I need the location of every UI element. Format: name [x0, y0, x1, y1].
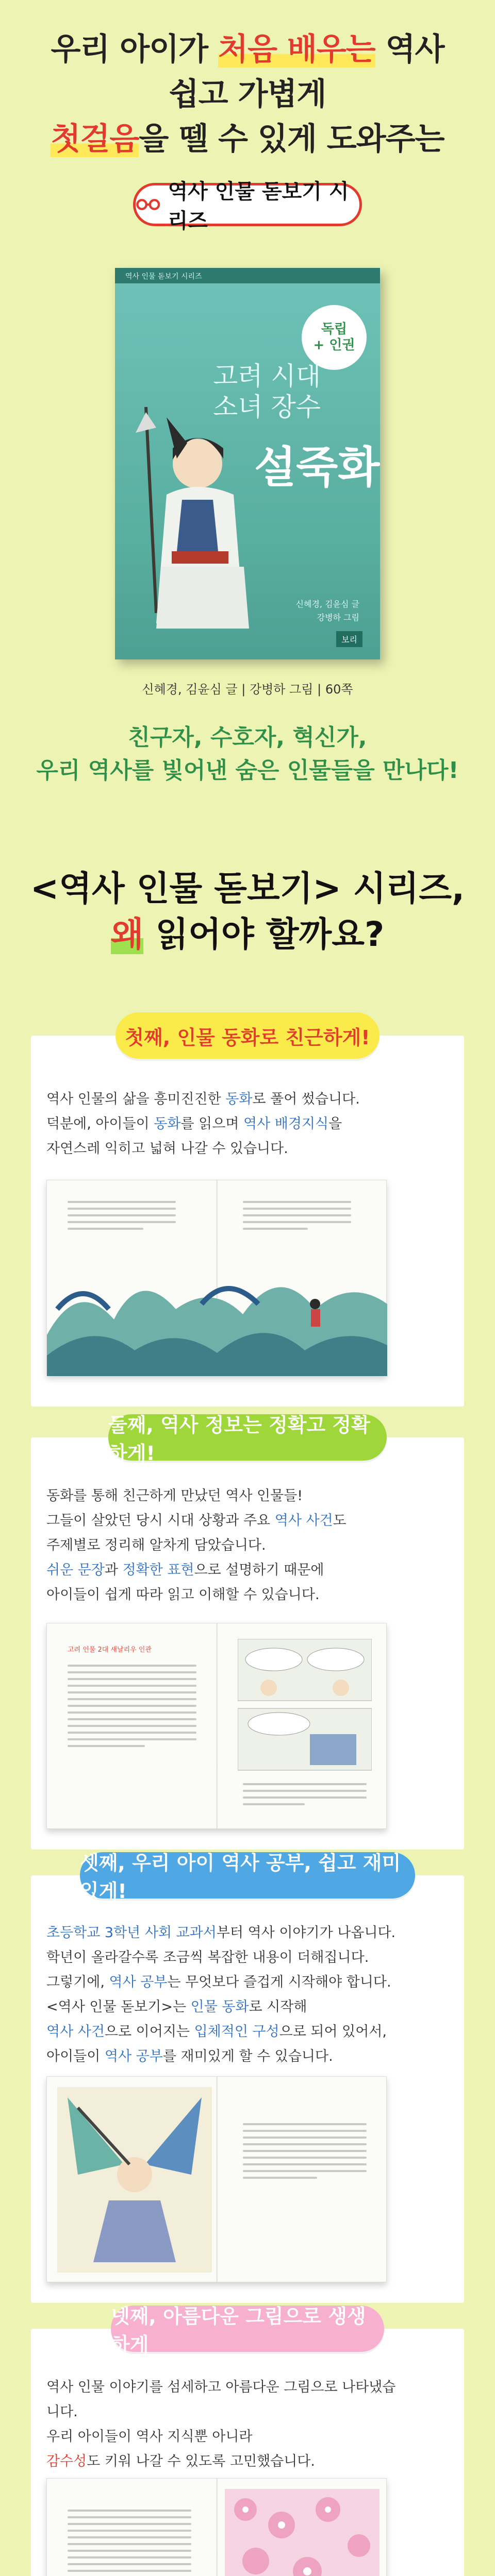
section-body-4: 역사 인물 이야기를 섬세하고 아름다운 그림으로 나타냈습니다. 우리 아이들이 역사 지식뿐 아니라 감수성도 키워 나갈 수 있도록 고민했습니다.	[46, 2379, 396, 2470]
book-cover	[115, 268, 380, 659]
sample-spread-3	[46, 2076, 387, 2282]
flowers-illustration	[225, 2489, 380, 2576]
book-subtitle: 고려 시대 소녀 장수	[213, 361, 321, 422]
sample-spread-4	[46, 2478, 387, 2576]
girl-warrior-illustration	[125, 397, 254, 639]
sample-spread-1	[46, 1180, 387, 1376]
landscape-illustration	[47, 1247, 387, 1376]
section-badge-2: 둘째, 역사 정보는 정확고 정확하게!	[108, 1414, 387, 1461]
fighting-scene-illustration	[57, 2087, 212, 2273]
section-body-1: 역사 인물의 삶을 흥미진진한 동화로 풀어 썼습니다. 덕분에, 아이들이 동화를 읽으며 역사 배경지식을 자연스레 익히고 넓혀 나갈 수 있습니다.	[46, 1091, 360, 1157]
series-pill	[133, 180, 362, 233]
book-authors: 신혜경, 김윤심 글 강병하 그림	[295, 599, 359, 622]
why-question: <역사 인물 돋보기> 시리즈, 왜 읽어야 할까요?	[30, 869, 465, 955]
book-title: 설죽화	[254, 442, 380, 493]
glasses-icon	[136, 197, 161, 212]
sample-spread-2	[46, 1623, 387, 1829]
section-body-2: 동화를 통해 친근하게 만났던 역사 인물들! 그들이 살았던 당시 시대 상황과 주요 역사 사건도 주제별로 정리해 알차게 담았습니다. 쉬운 문장과 정확한 표현으로 설명하기 때문에 아이들이 쉽게 따라 읽고 이해할 수 있습니다.	[46, 1488, 346, 1603]
spread-2-heading: 고려 인물 2대 새날리우 인관	[68, 1646, 152, 1654]
book-publisher: 보리	[336, 631, 362, 647]
comic-illustration	[238, 1639, 372, 1773]
series-name: 역사 인물 돋보기 시리즈	[168, 180, 349, 233]
section-badge-3: 셋째, 우리 아이 역사 공부, 쉽고 재미있게!	[80, 1852, 415, 1899]
tagline: 친구자, 수호자, 혁신가, 우리 역사를 빛어낸 숨은 인물들을 만나다!	[36, 724, 459, 784]
book-category-tag: 독립 + 인권	[302, 305, 367, 370]
intro-line-1: 우리 아이가 처음 배우는 역사	[51, 31, 444, 67]
intro-line-3: 첫걸음을 뗄 수 있게 도와주는	[51, 121, 444, 157]
section-badge-4: 넷째, 아름다운 그림으로 생생하게	[111, 2306, 384, 2352]
section-body-3: 초등학교 3학년 사회 교과서부터 역사 이야기가 나옵니다. 학년이 올라갈수록 조금씩 복잡한 내용이 더해집니다. 그렇기에, 역사 공부는 무엇보다 즐겁게 시작해야 합니다. <역사 인물 돋보기>는 인물 동화로 시작해 역사 사건으로 이어지는 입체적인 구성으로 되어 있어서, 아이들이 역사 공부를 재미있게 할 수 있습니다.	[46, 1925, 396, 2065]
book-credits: 신혜경, 김윤심 글 | 강병하 그림 | 60쪽	[142, 682, 353, 697]
intro-line-2: 쉽고 가볍게	[169, 76, 326, 112]
book-series-stripe: 역사 인물 돋보기 시리즈	[115, 268, 380, 283]
section-badge-1: 첫째, 인물 동화로 친근하게!	[116, 1012, 380, 1059]
